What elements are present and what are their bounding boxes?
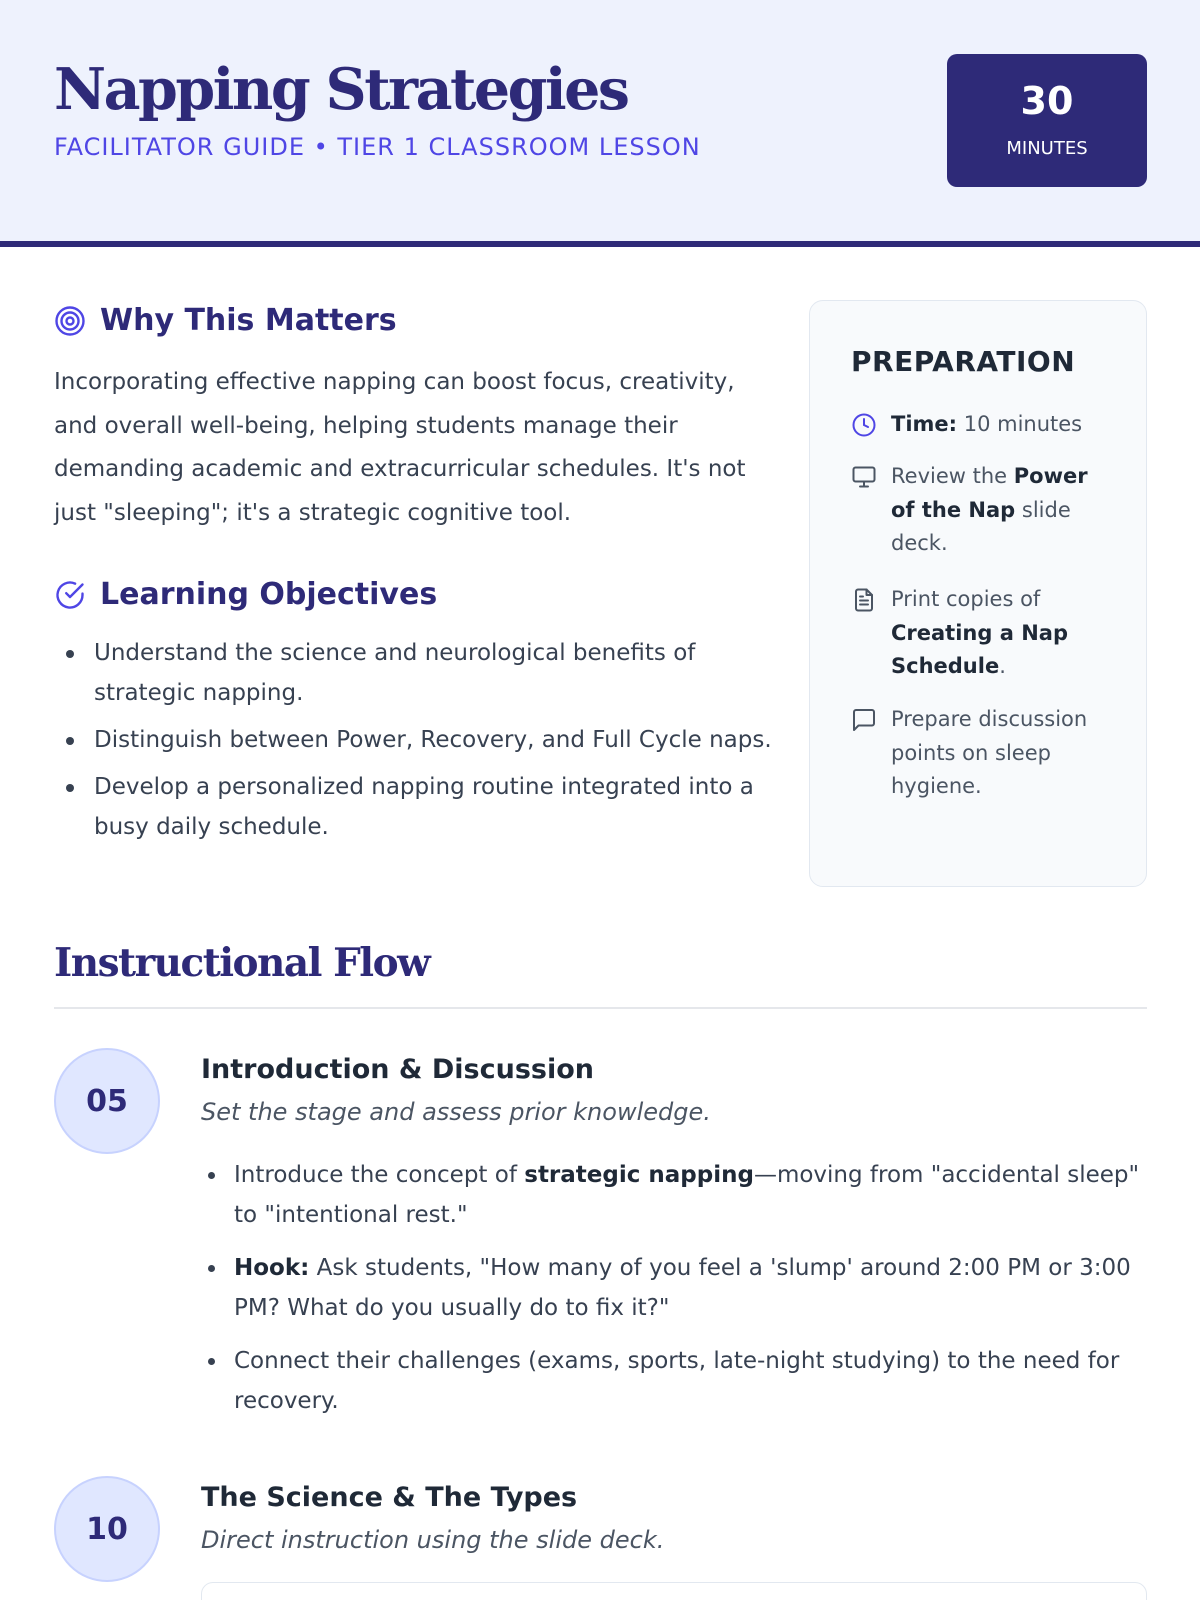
prep-item-slides: [851, 460, 1111, 561]
flow-title: Instructional Flow: [54, 940, 430, 986]
clock-icon: [851, 412, 877, 438]
step-title: The Science & The Types: [201, 1482, 578, 1513]
prep-item-discussion: [851, 703, 1111, 804]
check-circle-icon: [54, 579, 86, 611]
page-title: Napping Strategies: [54, 56, 628, 123]
step-bullet: [201, 1155, 1151, 1235]
objective-item: Develop a personalized napping routine integrated into a busy daily schedule.: [54, 767, 774, 847]
step-bullet: [201, 1341, 1151, 1421]
duration-badge: [947, 54, 1147, 187]
page-subtitle: FACILITATOR GUIDE • TIER 1 CLASSROOM LESSON: [54, 133, 701, 161]
prep-time-value: 10 minutes: [957, 412, 1083, 436]
step-minutes-badge: 10: [54, 1476, 160, 1582]
objective-item: Understand the science and neurological benefits of strategic napping.: [54, 633, 774, 713]
prep-discussion-text: Prepare discussion points on sleep hygiene.: [891, 707, 1088, 798]
prep-print-rest: .: [999, 654, 1006, 678]
prep-slides-bold: Power of the Nap: [891, 464, 1088, 522]
bullet-rest: Ask students, "How many of you feel a 'slump' around 2:00 PM or 3:00 PM? What do you usually do to fix it?": [234, 1255, 1131, 1321]
objective-item: Distinguish between Power, Recovery, and Full Cycle naps.: [54, 720, 774, 760]
bullet-rest: —moving from "accidental sleep" to "intentional rest.": [234, 1162, 1140, 1228]
prep-print-bold: Creating a Nap Schedule: [891, 620, 1068, 678]
target-icon: [54, 305, 86, 337]
step-subtitle: Direct instruction using the slide deck.: [201, 1526, 665, 1554]
page-header: [0, 0, 1200, 247]
step-subtitle: Set the stage and assess prior knowledge.: [201, 1098, 711, 1126]
step-title: Introduction & Discussion: [201, 1054, 595, 1085]
divider: [54, 1007, 1147, 1009]
bullet-bold: Hook:: [234, 1255, 310, 1281]
prep-print-pre: Print copies of: [891, 587, 1041, 611]
bullet-bold: strategic napping: [524, 1162, 754, 1188]
document-icon: [851, 587, 877, 613]
why-heading: [54, 303, 397, 338]
step-content-box: [201, 1582, 1147, 1600]
preparation-card: [809, 300, 1147, 887]
why-body: Incorporating effective napping can boost focus, creativity, and overall well-being, helping students manage their demanding academic and extracurricular schedules. It's not just "sleeping"; it's a strategic cognitive tool.: [54, 369, 746, 526]
step-minutes-badge: 05: [54, 1048, 160, 1154]
prep-item-print: [851, 583, 1111, 684]
step-bullet: [201, 1248, 1151, 1328]
objectives-heading: [54, 577, 437, 612]
why-heading-label: Why This Matters: [100, 303, 397, 338]
duration-unit: MINUTES: [1006, 138, 1088, 159]
prep-time-label: Time:: [891, 412, 958, 436]
duration-value: 30: [1020, 79, 1074, 123]
objectives-list: [54, 633, 774, 854]
chat-icon: [851, 707, 877, 733]
preparation-title: PREPARATION: [851, 345, 1076, 378]
bullet-rest: Connect their challenges (exams, sports, late-night studying) to the need for recovery.: [234, 1348, 1120, 1414]
prep-item-time: [851, 408, 1111, 442]
monitor-icon: [851, 464, 877, 490]
prep-slides-rest: slide deck.: [891, 497, 1071, 555]
step-bullets: [201, 1155, 1151, 1434]
objectives-heading-label: Learning Objectives: [100, 577, 438, 612]
bullet-pre: Introduce the concept of: [234, 1162, 525, 1188]
prep-slides-pre: Review the: [891, 464, 1014, 488]
